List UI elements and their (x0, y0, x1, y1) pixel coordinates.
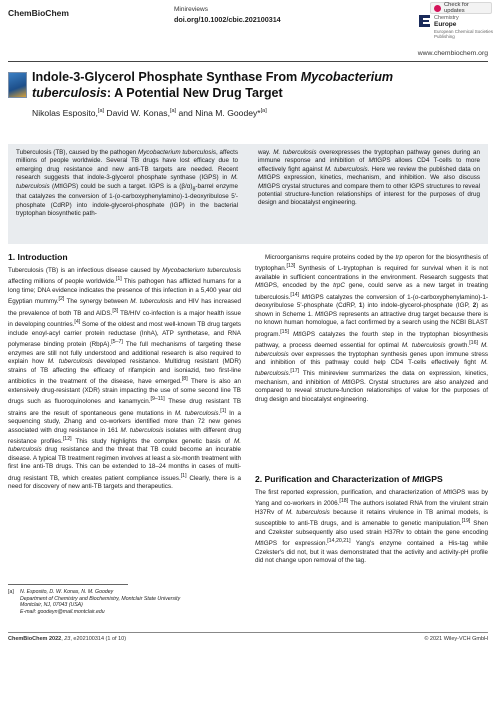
intro-heading: 1. Introduction (8, 252, 68, 262)
publisher-top: Chemistry (434, 15, 459, 21)
footer-divider (8, 632, 488, 633)
doi-link[interactable]: doi.org/10.1002/cbic.202100314 (174, 15, 281, 24)
logo-mark-icon (418, 14, 431, 28)
intro-text: Tuberculosis (TB) is an infectious disease caused by Mycobacterium tuberculosis affecting millions of people worldwide.[1] This pathogen has afflicted humans for a long time; DNA evidence indicates the presence of this infection in a 5,400 year old Egyptian mummy.[2] The synergy between M. tuberculosis and HIV has increased the prevalence of both TB and AIDS.[3] TB/HIV co-infection is a major health issue in developing countries.[4] Some of the oldest and most well-known TB drug targets include enoyl-acyl carrier protein reductase (InhA), ATP synthetase, and RNA polymerase binding protein (RbpA).[5–7] The full mechanisms of targeting these enzymes are still not fully understood and additional research is also required to explain how M. tuberculosis developed resistance. Multidrug resistant (MDR) strains of TB affecting the efficacy of rifampicin and isoniazid, two first-line antibiotics in the treatment of the disease, have emerged.[8] There is also an extensively drug-resistant (XDR) strain impacting the use of some second line TB drugs such as fluoroquinolones and kanamycin.[9–11] These drug resistant TB strains are the result of spontaneous gene mutations in M. tuberculosis.[1] In a sequencing study, Zhang and co-workers identified more than 72 new genes associated with drug resistance in 161 M. tuberculosis isolates with different drug resistance profiles.[12] This study highlights the complex genetic basis of M. tuberculosis drug resistance and the threat that TB could become an incurable disease. A typical TB treatment regimen involves at least a six-month treatment with first line anti-TB drugs. This can be extended to 18–24 months in cases of multi-drug resistant TB, which creates patient compliance issues.[1] Clearly, there is a need for discovery of new anti-TB targets and therapeutics. (8, 267, 242, 491)
section-label: Minireviews (174, 6, 208, 13)
publisher-sub: European Chemical Societies Publishing (434, 29, 494, 39)
abstract-box (8, 144, 488, 244)
journal-cover-thumbnail (8, 72, 27, 98)
abstract-column-2: way. M. tuberculosis overexpresses the tryptophan pathway genes during an immune response and inhibition of MtIGPS allows CD4 T-cells to more effectively fight against M. tuberculosis. Here we review the published data on MtIGPS expression, kinetics, mechanism, and inhibition. We also discuss MtIGPS crystal structures and compare them to other IGPS structures to reveal potential structure-function relationships of interest for the purposes of drug design and biocatalyst engineering. (258, 149, 480, 207)
affiliation-footnote (8, 589, 238, 615)
publisher-name: Europe (434, 21, 457, 28)
right-column-text: Microorganisms require proteins coded by the trp operon for the biosynthesis of tryptophan.[13] Synthesis of L-tryptophan is required for survival when it is not available in sufficient concentrations in the environment. Research suggests that MtIGPS, encoded by the trpC gene, could serve as a new target in treating tuberculosis.[14] MtIGPS catalyzes the conversion of 1-(o-carboxyphenylamino)-1-deoxyribulose 5'-phosphate (CdRP, 1) into indole-glycerol-phosphate (IGP, 2) as shown in Scheme 1. MtIGPS represents an attractive drug target because there is no known human homologue, a fact confirmed by a search using the NCBI BLAST program.[15] MtIGPS catalyzes the fourth step in the tryptophan biosynthesis pathway, a process deemed essential for optimal M. tuberculosis growth.[16] M. tuberculosis over expresses the tryptophan synthesis genes upon immune stress and inhibition of this pathway could help CD4 T-cells effectively fight M. tuberculosis.[17] This minireview summarizes the data on expression, kinetics, mechanism, and inhibition of MtIGPS. Crystal structures are also analyzed and compared to reveal structure-function relationships of value for the purposes of drug design and biocatalyst engineering. (255, 254, 489, 403)
chemistry-europe-logo (418, 14, 494, 39)
footnote-email[interactable]: E-mail: goodeyn@mail.montclair.edu (20, 608, 105, 615)
check-updates-label: Check for updates (444, 2, 469, 14)
purification-text: The first reported expression, purification, and characterization of MtIGPS was by Yang and co-workers in 2006.[18] The authors isolated RNA from the virulent strain H37Rv of M. tuberculosis because it retains virulence in TB animal models, is susceptible to anti-TB drugs, and is amenable to genetic manipulation.[19] Shen and Czekster subsequently also used strain H37Rv to obtain the gene encoding MtIGPS for expression.[14,20,21] Yang's enzyme contained a His-tag while Czekster's did not, but it was demonstrated that the activity and activity-pH profile did not change upon removal of the tag. (255, 489, 489, 565)
footnote-names: N. Esposito, D. W. Konas, N. M. Goodey (20, 589, 114, 595)
journal-name: ChemBioChem (8, 8, 69, 18)
header-divider (8, 61, 488, 62)
check-updates-button[interactable] (430, 2, 492, 14)
footer-copyright: © 2021 Wiley-VCH GmbH (424, 636, 488, 642)
abstract-column-1: Tuberculosis (TB), caused by the pathogen Mycobacterium tuberculosis, affects millions of people worldwide. Several TB drugs have lost efficacy due to emerging drug resistance and new anti-TB targets are needed. Recent research suggests that indole-3-glycerol phosphate synthase (IGPS) in M. tuberculosis (MtIGPS) could be such a target. IGPS is a $(\beta/\alpha)_8$-barrel enzyme that catalyzes the conversion of 1-(o-carboxyphenylamino)-1-deoxyribulose 5'-phosphate (CdRP) into indole-glycerol-phosphate (IGP) in the bacterial tryptophan biosynthetic path- (16, 149, 238, 218)
article-authors: Nikolas Esposito,[a] David W. Konas,[a] and Nina M. Goodey*[a] (32, 108, 267, 118)
article-title: Indole-3-Glycerol Phosphate Synthase From Mycobacterium tuberculosis: A Potential New Drug Target (32, 70, 394, 100)
footnote-dept: Department of Chemistry and Biochemistry, Montclair State University (20, 595, 181, 602)
footnote-label: [a] (8, 589, 14, 595)
footer-citation: ChemBioChem 2022, 23, e202100314 (1 of 10) (8, 636, 127, 642)
check-updates-icon (434, 5, 441, 12)
footnote-divider (8, 584, 128, 585)
purification-heading: 2. Purification and Characterization of MtIGPS (255, 474, 443, 484)
footnote-address: Montclair, NJ, 07043 (USA) (20, 602, 83, 609)
journal-website[interactable]: www.chembiochem.org (417, 50, 488, 57)
